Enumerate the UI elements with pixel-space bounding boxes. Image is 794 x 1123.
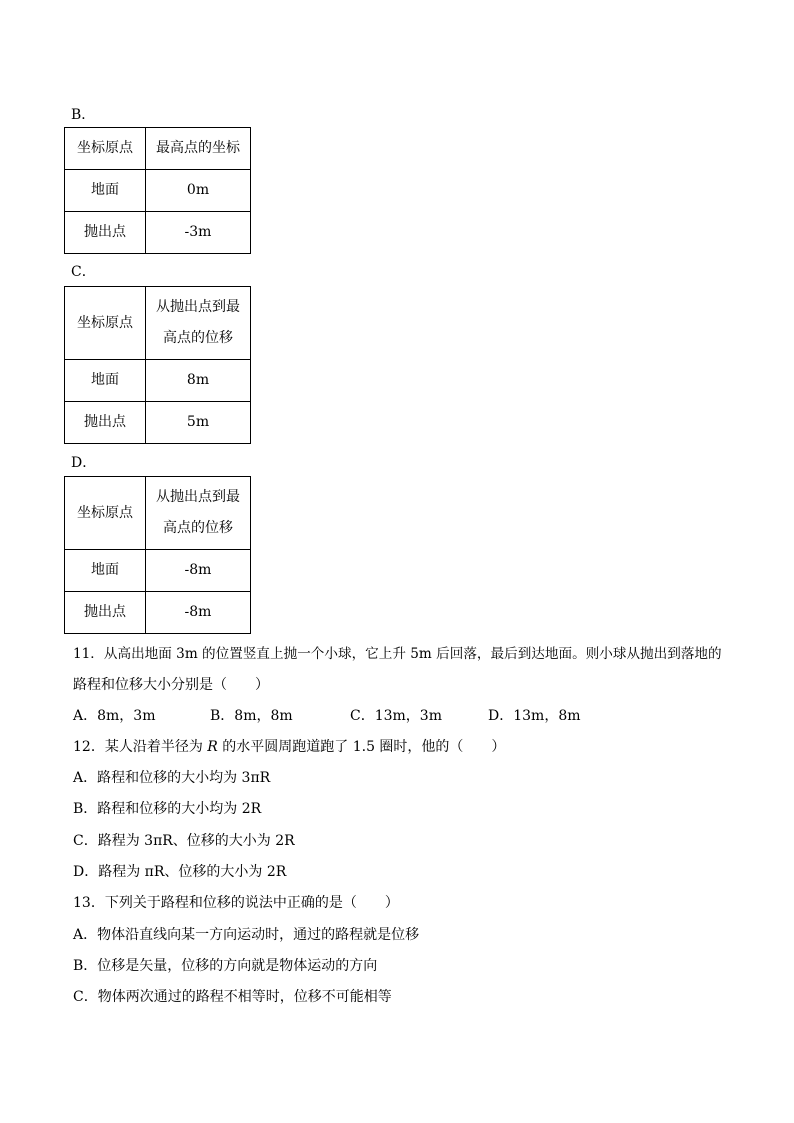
q12-choice-d: D．路程为 πR、位移的大小为 2R — [73, 864, 287, 880]
table-row — [65, 592, 251, 634]
option-d-label: D． — [71, 455, 97, 471]
q13-choice-b: B．位移是矢量，位移的方向就是物体运动的方向 — [73, 958, 378, 974]
table-row — [65, 550, 251, 592]
table-row — [65, 170, 251, 212]
table-cell: 地面 — [65, 550, 146, 592]
q13-choice-a: A．物体沿直线向某一方向运动时，通过的路程就是位移 — [73, 927, 420, 943]
table-cell: 抛出点 — [65, 402, 146, 444]
table-cell-line: 从抛出点到最 — [156, 489, 240, 505]
table-row — [65, 360, 251, 402]
option-d-table — [64, 476, 251, 634]
table-cell: 抛出点 — [65, 592, 146, 634]
option-c-table — [64, 286, 251, 444]
table-cell-line: 从抛出点到最 — [156, 299, 240, 315]
q11-choice-a: A．8m，3m — [73, 708, 156, 724]
table-cell: 0m — [146, 170, 251, 212]
table-cell-line: 高点的位移 — [163, 520, 233, 536]
table-cell: -8m — [146, 550, 251, 592]
table-cell: 坐标原点 — [65, 128, 146, 170]
table-cell: 抛出点 — [65, 212, 146, 254]
table-cell: -3m — [146, 212, 251, 254]
q12-choice-a: A．路程和位移的大小均为 3πR — [73, 770, 271, 786]
table-row — [65, 402, 251, 444]
table-cell: 最高点的坐标 — [146, 128, 251, 170]
q12-choice-b: B．路程和位移的大小均为 2R — [73, 801, 262, 817]
q12-stem-part: 的水平圆周跑道跑了 1.5 圈时，他的（ ） — [217, 739, 506, 755]
q11-choice-b: B．8m，8m — [210, 708, 293, 724]
q11-choice-d: D．13m，8m — [488, 708, 581, 724]
option-c-label: C． — [71, 264, 96, 280]
q11-choices — [73, 705, 581, 725]
option-b-label: B． — [71, 107, 96, 123]
table-cell: 坐标原点 — [65, 477, 146, 550]
table-cell: 坐标原点 — [65, 287, 146, 360]
table-row — [65, 212, 251, 254]
q12-stem — [73, 736, 505, 756]
q11-stem-line-1: 11．从高出地面 3m 的位置竖直上抛一个小球，它上升 5m 后回落，最后到达地面。则小球从抛出到落地的 — [73, 646, 722, 662]
q11-choice-c: C．13m，3m — [350, 708, 442, 724]
q13-choice-c: C．物体两次通过的路程不相等时，位移不可能相等 — [73, 989, 392, 1005]
table-cell: 8m — [146, 360, 251, 402]
table-cell-line: 高点的位移 — [163, 330, 233, 346]
q11-stem-line-2: 路程和位移大小分别是（ ） — [73, 677, 269, 693]
q13-stem: 13．下列关于路程和位移的说法中正确的是（ ） — [73, 895, 399, 911]
table-cell: -8m — [146, 592, 251, 634]
option-b-table — [64, 127, 251, 254]
q12-stem-part: 12．某人沿着半径为 — [73, 739, 208, 755]
table-cell: 地面 — [65, 360, 146, 402]
table-cell: 5m — [146, 402, 251, 444]
q12-stem-variable: R — [207, 739, 218, 755]
q12-choice-c: C．路程为 3πR、位移的大小为 2R — [73, 833, 295, 849]
table-cell: 地面 — [65, 170, 146, 212]
